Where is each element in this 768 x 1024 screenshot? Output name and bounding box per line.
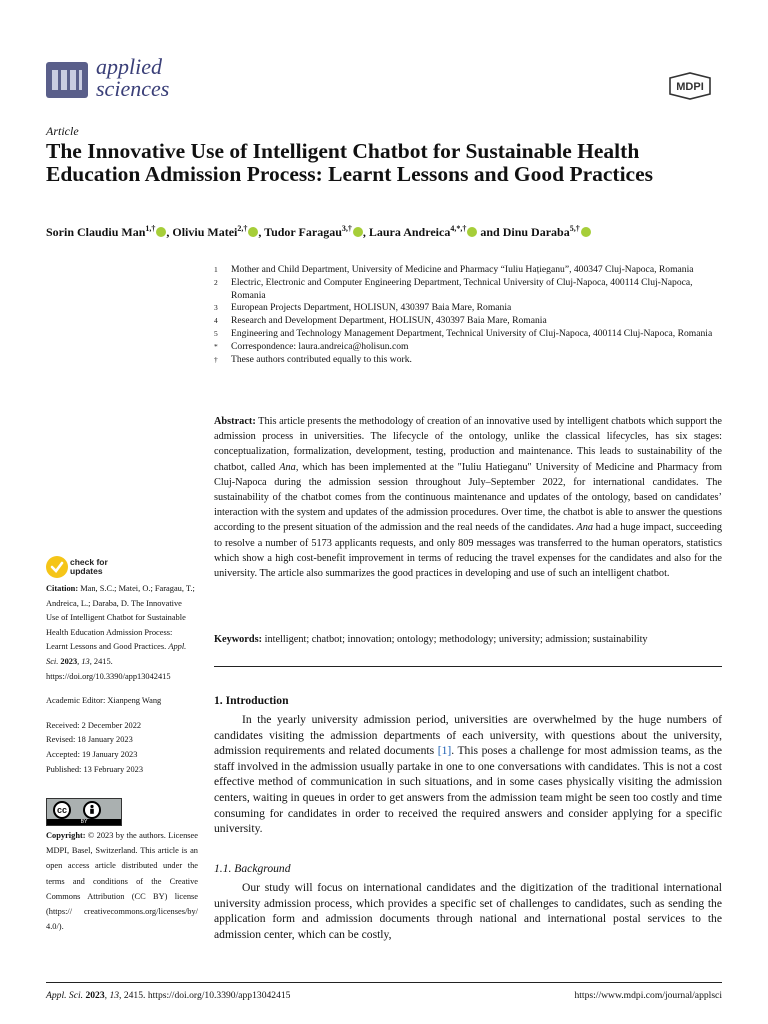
abstract-text-2: , which has been implemented at the "Iuliu Hatieganu" University of Medicine and Pharmacy from Cluj-Napoca during the admission session throughout July–September 2022, for international candidates. The sustainability of the chatbot comes from the continuous maintenance and updates of the ontology, based on candidates’ interaction with the system and updates of the admission procedures. Over time, the chatbot is able to answer the questions according to the present situation of the admission and the real needs of the candidates. bbox=[214, 461, 722, 534]
keywords bbox=[214, 633, 722, 647]
introduction-paragraph bbox=[214, 712, 722, 837]
article-info-sidebar bbox=[46, 582, 196, 777]
paper-title: The Innovative Use of Intelligent Chatbot for Sustainable Health Education Admission Process: Learnt Lessons and Good Practices bbox=[46, 139, 654, 186]
affiliation-number: 3 bbox=[214, 303, 218, 313]
by-label: BY bbox=[47, 819, 121, 825]
accepted-date: Accepted: 19 January 2023 bbox=[46, 749, 138, 759]
author-affiliation-mark: 5,† bbox=[569, 224, 580, 233]
author-name: Tudor Faragau bbox=[264, 225, 342, 239]
subsection-heading-background: 1.1. Background bbox=[214, 862, 291, 875]
abstract-text-1: This article presents the methodology of creation of an innovative used by intelligent chatbots which support the admission process in universities. The lifecycle of the ontology, unlike the classical lifecycles, has six stages: conceptualization, formalization, development, testing, production and maintenance. This leads to sustainability of the chatbot, called bbox=[214, 416, 722, 473]
affiliation-number: 5 bbox=[214, 328, 218, 338]
orcid-icon[interactable] bbox=[353, 227, 363, 237]
intro-text-2: . This poses a challenge for most admission teams, as the staff involved in the admission usually partake in one to one conversations with candidates. This is not a cost effective method of communication in such situations, and in some cases physically visiting the admission centers, waiting in queues in order to get answers from the admission team might be seen too costly and time consuming for candidates in order to received the required answers and consider applying for a specific university. bbox=[214, 744, 722, 836]
background-paragraph: Our study will focus on international candidates and the digitization of the traditional international university admission process, which provides a specific set of challenges to candidates, such as sending the application form and admission documents through national and international postal services to the admission center, which can be costly, bbox=[214, 881, 722, 941]
published-date: Published: 13 February 2023 bbox=[46, 764, 144, 774]
author-name: Laura Andreica bbox=[368, 225, 451, 239]
affiliation-number: 4 bbox=[214, 316, 218, 326]
affiliation-number: 2 bbox=[214, 277, 218, 287]
affiliation-item bbox=[214, 264, 724, 277]
citation-link[interactable]: [1] bbox=[437, 744, 452, 758]
footer-citation bbox=[46, 990, 290, 1001]
citation-volume: , 13 bbox=[77, 656, 90, 666]
affiliation-text: European Projects Department, HOLISUN, 430397 Baia Mare, Romania bbox=[231, 302, 512, 314]
affiliation-text: These authors contributed equally to this work. bbox=[231, 353, 412, 365]
by-person-icon bbox=[83, 801, 101, 819]
copyright-notice bbox=[46, 828, 198, 934]
academic-editor: Academic Editor: Xianpeng Wang bbox=[46, 696, 162, 706]
check-updates-text bbox=[70, 558, 108, 576]
author-name: Sorin Claudiu Man bbox=[46, 225, 146, 239]
author-affiliation-mark: 3,† bbox=[341, 224, 352, 233]
affiliation-text: Research and Development Department, HOLISUN, 430397 Baia Mare, Romania bbox=[231, 315, 547, 327]
affiliation-text: Correspondence: laura.andreica@holisun.com bbox=[231, 340, 409, 352]
citation bbox=[46, 582, 196, 684]
author-separator: and bbox=[477, 225, 503, 239]
orcid-icon[interactable] bbox=[156, 227, 166, 237]
orcid-icon[interactable] bbox=[581, 227, 591, 237]
journal-logo bbox=[46, 62, 88, 98]
affiliation-list bbox=[214, 264, 724, 366]
footer-volume: , 13 bbox=[104, 990, 120, 1001]
section-divider bbox=[214, 666, 722, 667]
mdpi-logo bbox=[664, 72, 716, 100]
publisher-name: MDPI bbox=[676, 81, 704, 93]
affiliation-item bbox=[214, 302, 724, 315]
check-updates-line2: updates bbox=[70, 566, 103, 576]
journal-name-line2: sciences bbox=[96, 76, 170, 101]
copyright-label: Copyright: bbox=[46, 831, 86, 840]
check-for-updates-badge[interactable] bbox=[46, 556, 136, 580]
citation-year: 2023 bbox=[58, 656, 78, 666]
abstract-text-3: had a huge impact, succeeding to resolve a number of 5173 applicants requests, and only 809 messages was transferred to the human operators, statistics which show a high cost-benefit improvement in terms of reducing the travel expenses for the candidates and also for the university. The article also summarizes the good practices in developing and use of such an intelligent chatbot. bbox=[214, 522, 722, 580]
journal-url[interactable]: https://www.mdpi.com/journal/applsci bbox=[574, 990, 722, 1001]
affiliation-item bbox=[214, 328, 724, 341]
affiliation-text: Engineering and Technology Management Department, Technical University of Cluj-Napoca, 400114 Cluj-Napoca, Romania bbox=[231, 327, 713, 339]
abstract-label: Abstract: bbox=[214, 416, 256, 427]
article-type: Article bbox=[46, 124, 79, 138]
affiliation-text: Mother and Child Department, University of Medicine and Pharmacy “Iuliu Hațieganu”, 400347 Cluj-Napoca, Romania bbox=[231, 264, 694, 275]
author-list bbox=[46, 224, 736, 240]
journal-name bbox=[96, 56, 169, 100]
affiliation-number: † bbox=[214, 354, 218, 364]
check-updates-line1: check for bbox=[70, 557, 108, 567]
author-affiliation-mark: 2,† bbox=[237, 224, 248, 233]
author-separator: , bbox=[258, 225, 265, 239]
author-affiliation-mark: 4,*,† bbox=[450, 224, 467, 233]
author-name: Oliviu Matei bbox=[172, 225, 238, 239]
orcid-icon[interactable] bbox=[248, 227, 258, 237]
revised-date: Revised: 18 January 2023 bbox=[46, 735, 133, 745]
footer-divider bbox=[46, 982, 722, 983]
footer-journal: Appl. Sci. bbox=[46, 990, 84, 1001]
author-name: Dinu Daraba bbox=[502, 225, 570, 239]
keywords-label: Keywords: bbox=[214, 634, 263, 645]
affiliation-item bbox=[214, 277, 724, 303]
author-affiliation-mark: 1,† bbox=[145, 224, 156, 233]
affiliation-item bbox=[214, 315, 724, 328]
author-separator: , bbox=[362, 225, 369, 239]
abstract-chatbot-name-1: Ana bbox=[279, 461, 296, 473]
affiliation-number: * bbox=[214, 341, 218, 351]
citation-doi[interactable]: , 2415. https://doi.org/10.3390/app13042415 bbox=[46, 656, 171, 681]
affiliation-item bbox=[214, 341, 724, 354]
check-updates-icon bbox=[46, 556, 68, 578]
abstract-chatbot-name-2: Ana bbox=[576, 522, 593, 534]
cc-by-license-icon[interactable] bbox=[46, 798, 122, 826]
citation-journal: Appl. Sci. bbox=[46, 642, 187, 666]
cc-icon: cc bbox=[53, 801, 71, 819]
section-heading-introduction: 1. Introduction bbox=[214, 694, 289, 707]
abstract bbox=[214, 414, 722, 581]
journal-name-line1: applied bbox=[96, 54, 162, 79]
received-date: Received: 2 December 2022 bbox=[46, 720, 142, 730]
keywords-text: intelligent; chatbot; innovation; ontology; methodology; university; admission; sustainability bbox=[262, 634, 648, 645]
citation-text: Man, S.C.; Matei, O.; Faragau, T.; Andreica, L.; Daraba, D. The Innovative Use of Intelligent Chatbot for Sustainable Health Education Admission Process: Learnt Lessons and Good Practices. bbox=[46, 584, 195, 652]
footer-year: 2023 bbox=[83, 990, 105, 1001]
affiliation-item bbox=[214, 354, 724, 367]
intro-text-1: In the yearly university admission period, universities are overwhelmed by the huge numbers of candidates visiting the admission departments of each university, with questions about the university, admission requirements and related documents bbox=[214, 713, 722, 758]
affiliation-number: 1 bbox=[214, 265, 218, 274]
citation-label: Citation: bbox=[46, 584, 79, 593]
author-separator: , bbox=[166, 225, 173, 239]
orcid-icon[interactable] bbox=[467, 227, 477, 237]
footer-doi[interactable]: , 2415. https://doi.org/10.3390/app13042415 bbox=[119, 990, 291, 1001]
affiliation-text: Electric, Electronic and Computer Engineering Department, Technical University of Cluj-Napoca, 400114 Cluj-Napoca, Romania bbox=[231, 276, 693, 301]
copyright-text: © 2023 by the authors. Licensee MDPI, Basel, Switzerland. This article is an open access article distributed under the terms and conditions of the Creative Commons Attribution (CC BY) license (https:// creativecommons.org/licenses/by/ 4.0/). bbox=[46, 831, 198, 932]
